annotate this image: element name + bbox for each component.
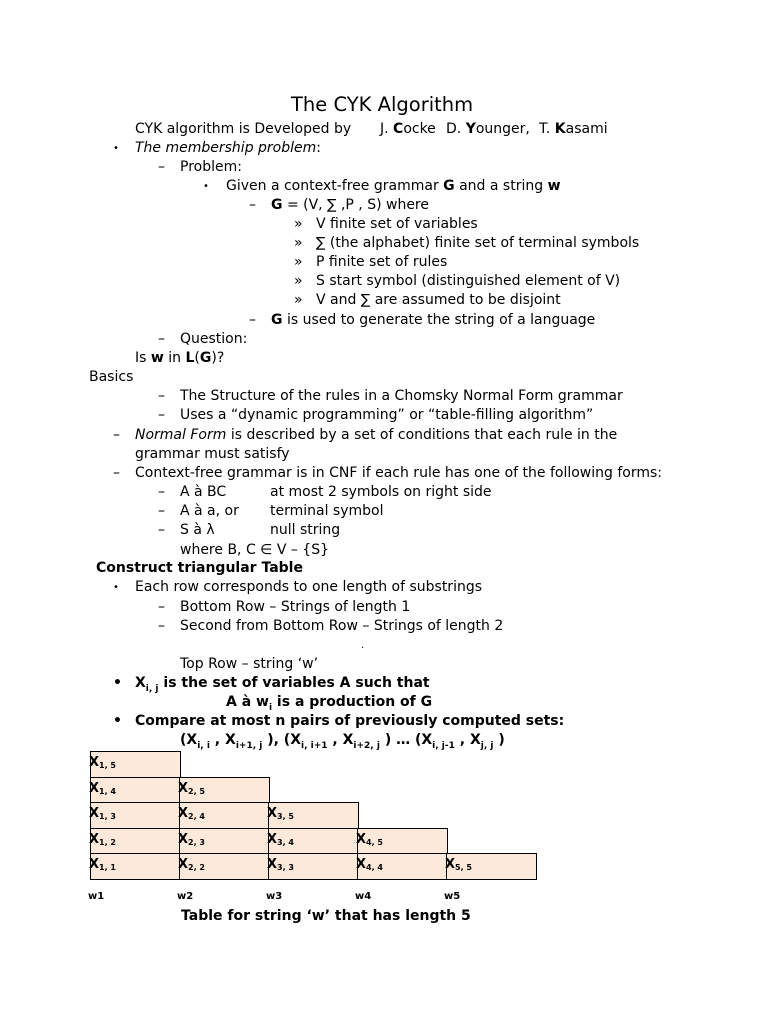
cell-label: $X_{2, 2}$ <box>178 857 205 872</box>
bullet-dash: – <box>158 618 165 634</box>
pairs-formula: ($X_{i, i}$ , $X_{i+1, j}$ ), ($X_{i, i+1}$ , $X_{i+2, j}$ ) … ($X_{i, j-1}$ , $X_{j, j}$ ) <box>180 732 505 751</box>
cnf-rule-desc: null string <box>270 522 341 538</box>
bullet-dash: – <box>158 503 165 519</box>
g-definition: G = (V, ∑ ,P , S) where <box>271 197 429 213</box>
table-cell <box>179 828 270 855</box>
cell-label: $X_{2, 3}$ <box>178 831 205 847</box>
membership-heading: The membership problem: <box>135 140 321 156</box>
table-cell <box>268 828 359 855</box>
bullet-dash: – <box>158 407 165 423</box>
question-label: Question: <box>180 331 248 347</box>
table-caption: Table for string ‘w’ that has length 5 <box>181 908 471 924</box>
row-description: Second from Bottom Row – Strings of length 2 <box>180 618 504 634</box>
bullet-dash: – <box>158 388 165 404</box>
table-cell <box>90 802 181 829</box>
table-cell <box>179 777 270 804</box>
bullet-raquo: » <box>294 273 303 289</box>
bullet-dot: • <box>113 675 122 691</box>
compare-text: Compare at most n pairs of previously computed sets: <box>135 713 565 729</box>
bullet-dash: – <box>113 427 120 443</box>
cnf-rule-desc: at most 2 symbols on right side <box>270 484 492 500</box>
table-cell <box>268 853 359 880</box>
normal-form-text: Normal Form is described by a set of conditions that each rule in the <box>135 427 618 443</box>
bullet-dash: – <box>113 465 120 481</box>
bullet-dash: – <box>158 484 165 500</box>
w-label: w3 <box>266 891 283 902</box>
basics-item: The Structure of the rules in a Chomsky Normal Form grammar <box>180 388 623 404</box>
row-description: Bottom Row – Strings of length 1 <box>180 599 411 615</box>
bullet-dot: • <box>113 143 119 154</box>
w-label: w1 <box>88 891 105 902</box>
bullet-dash: – <box>158 331 165 347</box>
author-younger: D. Younger, <box>446 121 530 137</box>
w-label: w2 <box>177 891 194 902</box>
table-cell <box>90 828 181 855</box>
bullet-dash: – <box>249 197 256 213</box>
bullet-dot: • <box>113 713 122 729</box>
table-cell <box>268 802 359 829</box>
w-label: w4 <box>355 891 372 902</box>
cnf-rule: A à a, or <box>180 503 239 519</box>
bullet-raquo: » <box>294 254 303 270</box>
table-cell <box>90 751 181 778</box>
production-text: A à $w_i$ is a production of G <box>226 694 433 713</box>
bullet-dot: • <box>113 582 119 593</box>
problem-label: Problem: <box>180 159 242 175</box>
normal-form-text-cont: grammar must satisfy <box>135 446 290 462</box>
def-variables: V finite set of variables <box>316 216 478 232</box>
bullet-dash: – <box>158 522 165 538</box>
table-cell <box>357 828 448 855</box>
def-rules: P finite set of rules <box>316 254 448 270</box>
bullet-dash: – <box>158 159 165 175</box>
bullet-dash: – <box>158 599 165 615</box>
author-kasami: T. Kasami <box>539 121 608 137</box>
bullet-dash: – <box>249 312 256 328</box>
top-row-text: Top Row – string ‘w’ <box>180 656 319 672</box>
cnf-text: Context-free grammar is in CNF if each rule has one of the following forms: <box>135 465 663 481</box>
table-cell <box>90 853 181 880</box>
page-title: The CYK Algorithm <box>291 93 474 116</box>
cnf-rule: S à λ <box>180 522 215 538</box>
is-w-in-lg: Is w in L(G)? <box>135 350 225 366</box>
table-cell <box>446 853 537 880</box>
bullet-raquo: » <box>294 292 303 308</box>
bullet-raquo: » <box>294 216 303 232</box>
cell-label: $X_{3, 4}$ <box>267 831 294 847</box>
cell-label: $X_{3, 5}$ <box>267 806 294 821</box>
bullet-raquo: » <box>294 235 303 251</box>
cell-label: $X_{1, 3}$ <box>89 806 116 821</box>
bullet-dot: • <box>203 181 209 192</box>
table-cell <box>357 853 448 880</box>
basics-item: Uses a “dynamic programming” or “table-filling algorithm” <box>180 407 594 423</box>
cell-label: $X_{1, 2}$ <box>89 831 116 847</box>
rows-text: Each row corresponds to one length of substrings <box>135 579 483 595</box>
def-disjoint: V and ∑ are assumed to be disjoint <box>316 292 561 308</box>
table-cell <box>179 853 270 880</box>
cell-label: $X_{2, 5}$ <box>178 780 205 796</box>
construct-heading: Construct triangular Table <box>96 560 303 576</box>
intro-text: CYK algorithm is Developed by <box>135 121 352 137</box>
w-label: w5 <box>444 891 461 902</box>
def-start-symbol: S start symbol (distinguished element of V) <box>316 273 621 289</box>
cell-label: $X_{1, 1}$ <box>89 857 116 872</box>
def-alphabet: ∑ (the alphabet) finite set of terminal symbols <box>316 235 640 251</box>
xij-definition: $X_{i, j}$ is the set of variables A such that <box>135 675 430 694</box>
cell-label: $X_{4, 5}$ <box>356 831 383 847</box>
cell-label: $X_{1, 5}$ <box>89 755 116 770</box>
given-text: Given a context-free grammar G and a string w <box>226 178 561 194</box>
ellipsis-dot: . <box>361 640 365 651</box>
cell-label: $X_{1, 4}$ <box>89 780 116 796</box>
cell-label: $X_{4, 4}$ <box>356 857 383 872</box>
cell-label: $X_{2, 4}$ <box>178 806 205 821</box>
g-used-text: G is used to generate the string of a language <box>271 312 596 328</box>
where-text: where B, C ∈ V – {S} <box>180 542 330 558</box>
table-cell <box>179 802 270 829</box>
cnf-rule-desc: terminal symbol <box>270 503 384 519</box>
cnf-rule: A à BC <box>180 484 227 500</box>
cell-label: $X_{3, 3}$ <box>267 857 294 872</box>
cell-label: $X_{5, 5}$ <box>445 857 472 872</box>
author-cocke: J. Cocke <box>380 121 436 137</box>
table-cell <box>90 777 181 804</box>
basics-heading: Basics <box>89 369 134 385</box>
